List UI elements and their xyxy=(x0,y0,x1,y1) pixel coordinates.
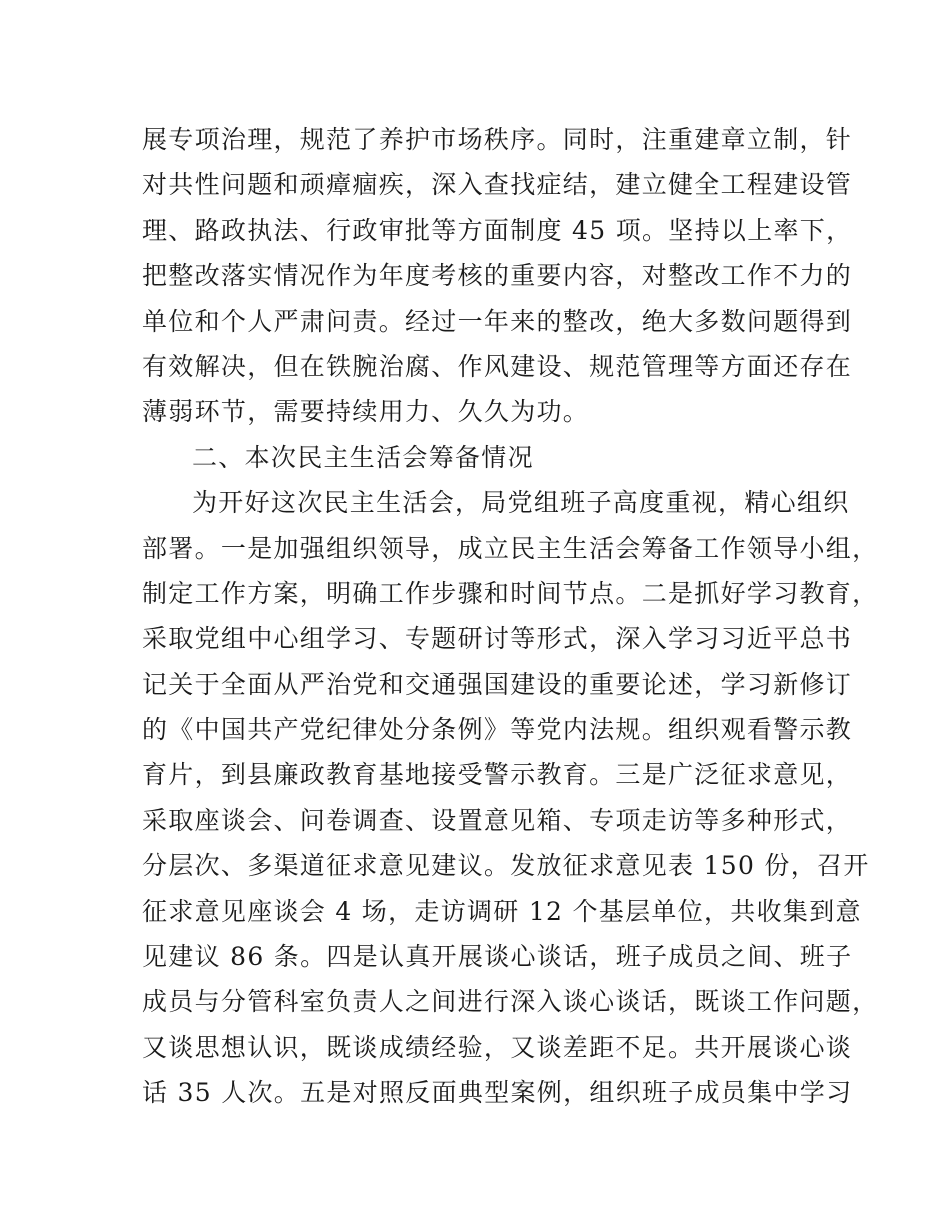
text-line: 记关于全面从严治党和交通强国建设的重要论述，学习新修订 xyxy=(142,669,853,699)
text-line: 的《中国共产党纪律处分条例》等党内法规。组织观看警示教 xyxy=(142,715,853,745)
text-line: 育片，到县廉政教育基地接受警示教育。三是广泛征求意见， xyxy=(142,760,853,790)
text-line: 采取座谈会、问卷调查、设置意见箱、专项走访等多种形式， xyxy=(142,805,853,835)
text-line: 又谈思想认识，既谈成绩经验，又谈差距不足。共开展谈心谈 xyxy=(142,1032,853,1062)
text-line: 把整改落实情况作为年度考核的重要内容，对整改工作不力的 xyxy=(142,261,853,291)
text-line: 征求意见座谈会 4 场，走访调研 12 个基层单位，共收集到意 xyxy=(142,896,862,926)
text-line: 薄弱环节，需要持续用力、久久为功。 xyxy=(142,397,590,427)
text-line: 理、路政执法、行政审批等方面制度 45 项。坚持以上率下， xyxy=(142,215,853,245)
document-body xyxy=(142,117,879,1116)
text-line: 为开好这次民主生活会，局党组班子高度重视，精心组织 xyxy=(192,488,850,518)
text-line: 展专项治理，规范了养护市场秩序。同时，注重建章立制，针 xyxy=(142,125,853,154)
text-line: 话 35 人次。五是对照反面典型案例，组织班子成员集中学习 xyxy=(142,1078,853,1108)
text-line: 单位和个人严肃问责。经过一年来的整改，绝大多数问题得到 xyxy=(142,306,853,336)
section-heading: 二、本次民主生活会筹备情况 xyxy=(192,442,534,472)
text-line: 对共性问题和顽瘴痼疾，深入查找症结，建立健全工程建设管 xyxy=(142,170,853,200)
text-line: 采取党组中心组学习、专题研讨等形式，深入学习习近平总书 xyxy=(142,624,853,654)
text-line: 成员与分管科室负责人之间进行深入谈心谈话，既谈工作问题， xyxy=(142,987,879,1017)
text-line: 有效解决，但在铁腕治腐、作风建设、规范管理等方面还存在 xyxy=(142,351,853,381)
text-line: 制定工作方案，明确工作步骤和时间节点。二是抓好学习教育， xyxy=(142,578,879,608)
text-line: 见建议 86 条。四是认真开展谈心谈话，班子成员之间、班子 xyxy=(142,942,853,972)
text-line: 分层次、多渠道征求意见建议。发放征求意见表 150 份，召开 xyxy=(142,851,870,881)
text-line: 部署。一是加强组织领导，成立民主生活会筹备工作领导小组， xyxy=(142,533,879,563)
